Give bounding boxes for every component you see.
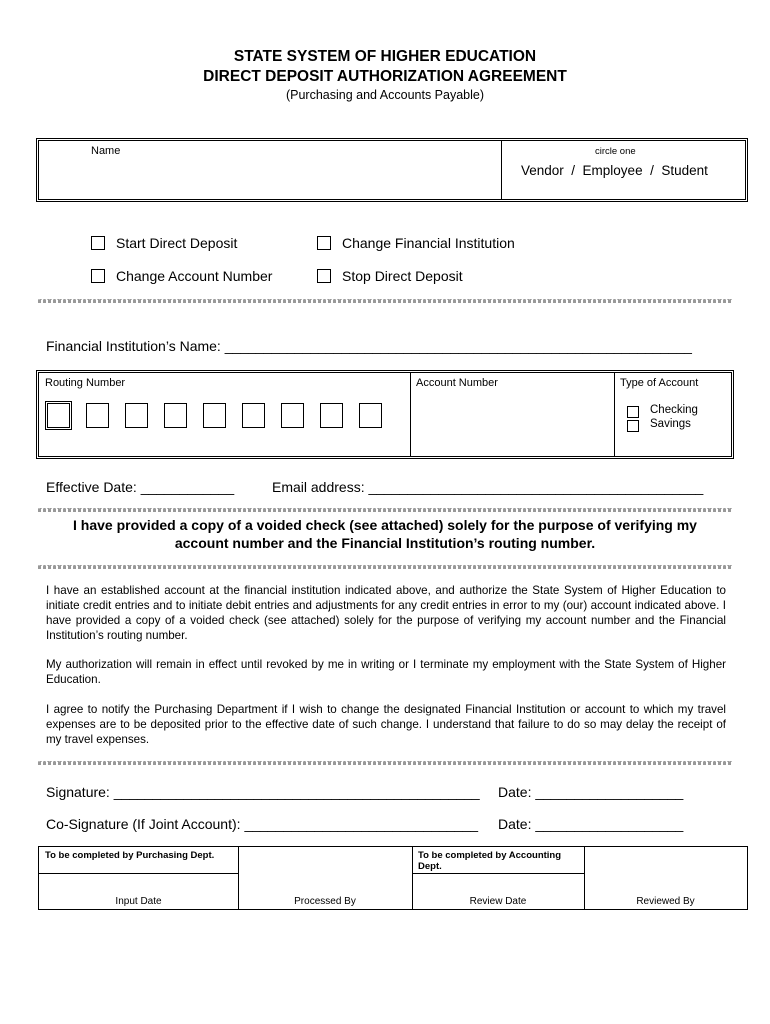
section-divider bbox=[38, 761, 732, 765]
savings-checkbox[interactable] bbox=[627, 420, 639, 432]
signature-date-field[interactable] bbox=[498, 784, 683, 800]
cosignature-field[interactable] bbox=[46, 816, 478, 832]
signature-date-blank[interactable]: ___________________ bbox=[535, 784, 684, 800]
routing-digit-9[interactable] bbox=[359, 403, 382, 428]
account-number-label: Account Number bbox=[416, 377, 498, 389]
institution-name-label: Financial Institution’s Name: bbox=[46, 338, 221, 354]
effective-date-blank[interactable]: ____________ bbox=[140, 479, 235, 495]
routing-digit-3[interactable] bbox=[125, 403, 148, 428]
routing-number-label: Routing Number bbox=[45, 377, 126, 389]
name-box-divider bbox=[501, 141, 502, 199]
review-date-label: Review Date bbox=[469, 896, 527, 907]
routing-digit-2[interactable] bbox=[86, 403, 109, 428]
cosignature-date-blank[interactable]: ___________________ bbox=[535, 816, 684, 832]
processed-by-label: Processed By bbox=[294, 896, 356, 907]
account-type-label: Type of Account bbox=[620, 377, 699, 389]
table-row-divider bbox=[412, 873, 584, 874]
signature-date-label: Date: bbox=[498, 784, 532, 800]
notification-paragraph: I agree to notify the Purchasing Department if I wish to change the designated Financial Institution or account to which my travel expenses are to be deposited prior to the effective date of such change. I understand that failure to do so may delay the receipt of my travel expenses. bbox=[46, 703, 726, 746]
checking-label: Checking bbox=[650, 404, 698, 416]
name-input[interactable] bbox=[43, 159, 495, 197]
institution-name-blank[interactable]: ____________________________________________________________ bbox=[224, 338, 692, 354]
section-divider bbox=[38, 565, 732, 569]
voided-check-notice-line1: I have provided a copy of a voided check (see attached) solely for the purpose of verifying my bbox=[73, 517, 697, 533]
change-account-checkbox[interactable] bbox=[91, 269, 105, 283]
stop-deposit-label: Stop Direct Deposit bbox=[342, 268, 463, 284]
change-institution-label: Change Financial Institution bbox=[342, 235, 515, 251]
input-date-label: Input Date bbox=[115, 896, 162, 907]
form-title-line2: DIRECT DEPOSIT AUTHORIZATION AGREEMENT bbox=[203, 68, 567, 85]
reviewed-by-label: Reviewed By bbox=[636, 896, 695, 907]
account-type-divider bbox=[614, 373, 615, 456]
role-options[interactable]: Vendor / Employee / Student bbox=[521, 163, 708, 178]
routing-digit-5[interactable] bbox=[203, 403, 226, 428]
purchasing-dept-header: To be completed by Purchasing Dept. bbox=[45, 850, 215, 861]
cosignature-date-label: Date: bbox=[498, 816, 532, 832]
signature-field[interactable] bbox=[46, 784, 480, 800]
email-label: Email address: bbox=[272, 479, 365, 495]
email-field[interactable] bbox=[272, 479, 703, 495]
circle-one-label: circle one bbox=[595, 146, 636, 157]
voided-check-notice-line2: account number and the Financial Institution’s routing number. bbox=[174, 535, 596, 551]
change-institution-checkbox[interactable] bbox=[317, 236, 331, 250]
bank-details-table bbox=[36, 370, 734, 459]
cosignature-label: Co-Signature (If Joint Account): bbox=[46, 816, 241, 832]
effective-date-field[interactable] bbox=[46, 479, 234, 495]
section-divider bbox=[38, 508, 732, 512]
start-deposit-checkbox[interactable] bbox=[91, 236, 105, 250]
form-subtitle: (Purchasing and Accounts Payable) bbox=[285, 88, 485, 102]
authorization-paragraph: I have an established account at the financial institution indicated above, and authorize the State System of Higher Education to initiate credit entries and to initiate debit entries and adjustments for any credit entries in error to my (our) account indicated above. I have provided a copy of a voided check (see attached) solely for the purpose of verifying my account number and the Financial Institution’s routing number. bbox=[46, 584, 726, 642]
routing-digit-4[interactable] bbox=[164, 403, 187, 428]
routing-digit-7[interactable] bbox=[281, 403, 304, 428]
signature-label: Signature: bbox=[46, 784, 110, 800]
email-blank[interactable]: ___________________________________________ bbox=[368, 479, 704, 495]
account-number-input[interactable] bbox=[416, 393, 608, 455]
accounting-dept-header: To be completed by Accounting Dept. bbox=[418, 850, 562, 872]
routing-digit-6[interactable] bbox=[242, 403, 265, 428]
checking-checkbox[interactable] bbox=[627, 406, 639, 418]
stop-deposit-checkbox[interactable] bbox=[317, 269, 331, 283]
cosignature-date-field[interactable] bbox=[498, 816, 683, 832]
institution-name-field[interactable] bbox=[46, 338, 692, 354]
start-deposit-label: Start Direct Deposit bbox=[116, 235, 238, 251]
office-use-table bbox=[38, 846, 748, 910]
table-row-divider bbox=[39, 873, 238, 874]
name-label: Name bbox=[91, 145, 121, 157]
signature-blank[interactable]: _______________________________________________ bbox=[113, 784, 480, 800]
routing-account-divider bbox=[410, 373, 411, 456]
savings-label: Savings bbox=[650, 418, 691, 430]
cosignature-blank[interactable]: ______________________________ bbox=[244, 816, 479, 832]
revocation-paragraph: My authorization will remain in effect until revoked by me in writing or I terminate my employment with the State System of Higher Education. bbox=[46, 658, 726, 686]
routing-digit-8[interactable] bbox=[320, 403, 343, 428]
form-title-line1: STATE SYSTEM OF HIGHER EDUCATION bbox=[233, 48, 537, 65]
routing-digit-1[interactable] bbox=[47, 403, 70, 428]
section-divider bbox=[38, 299, 732, 303]
effective-date-label: Effective Date: bbox=[46, 479, 137, 495]
change-account-label: Change Account Number bbox=[116, 268, 273, 284]
name-box bbox=[36, 138, 748, 202]
